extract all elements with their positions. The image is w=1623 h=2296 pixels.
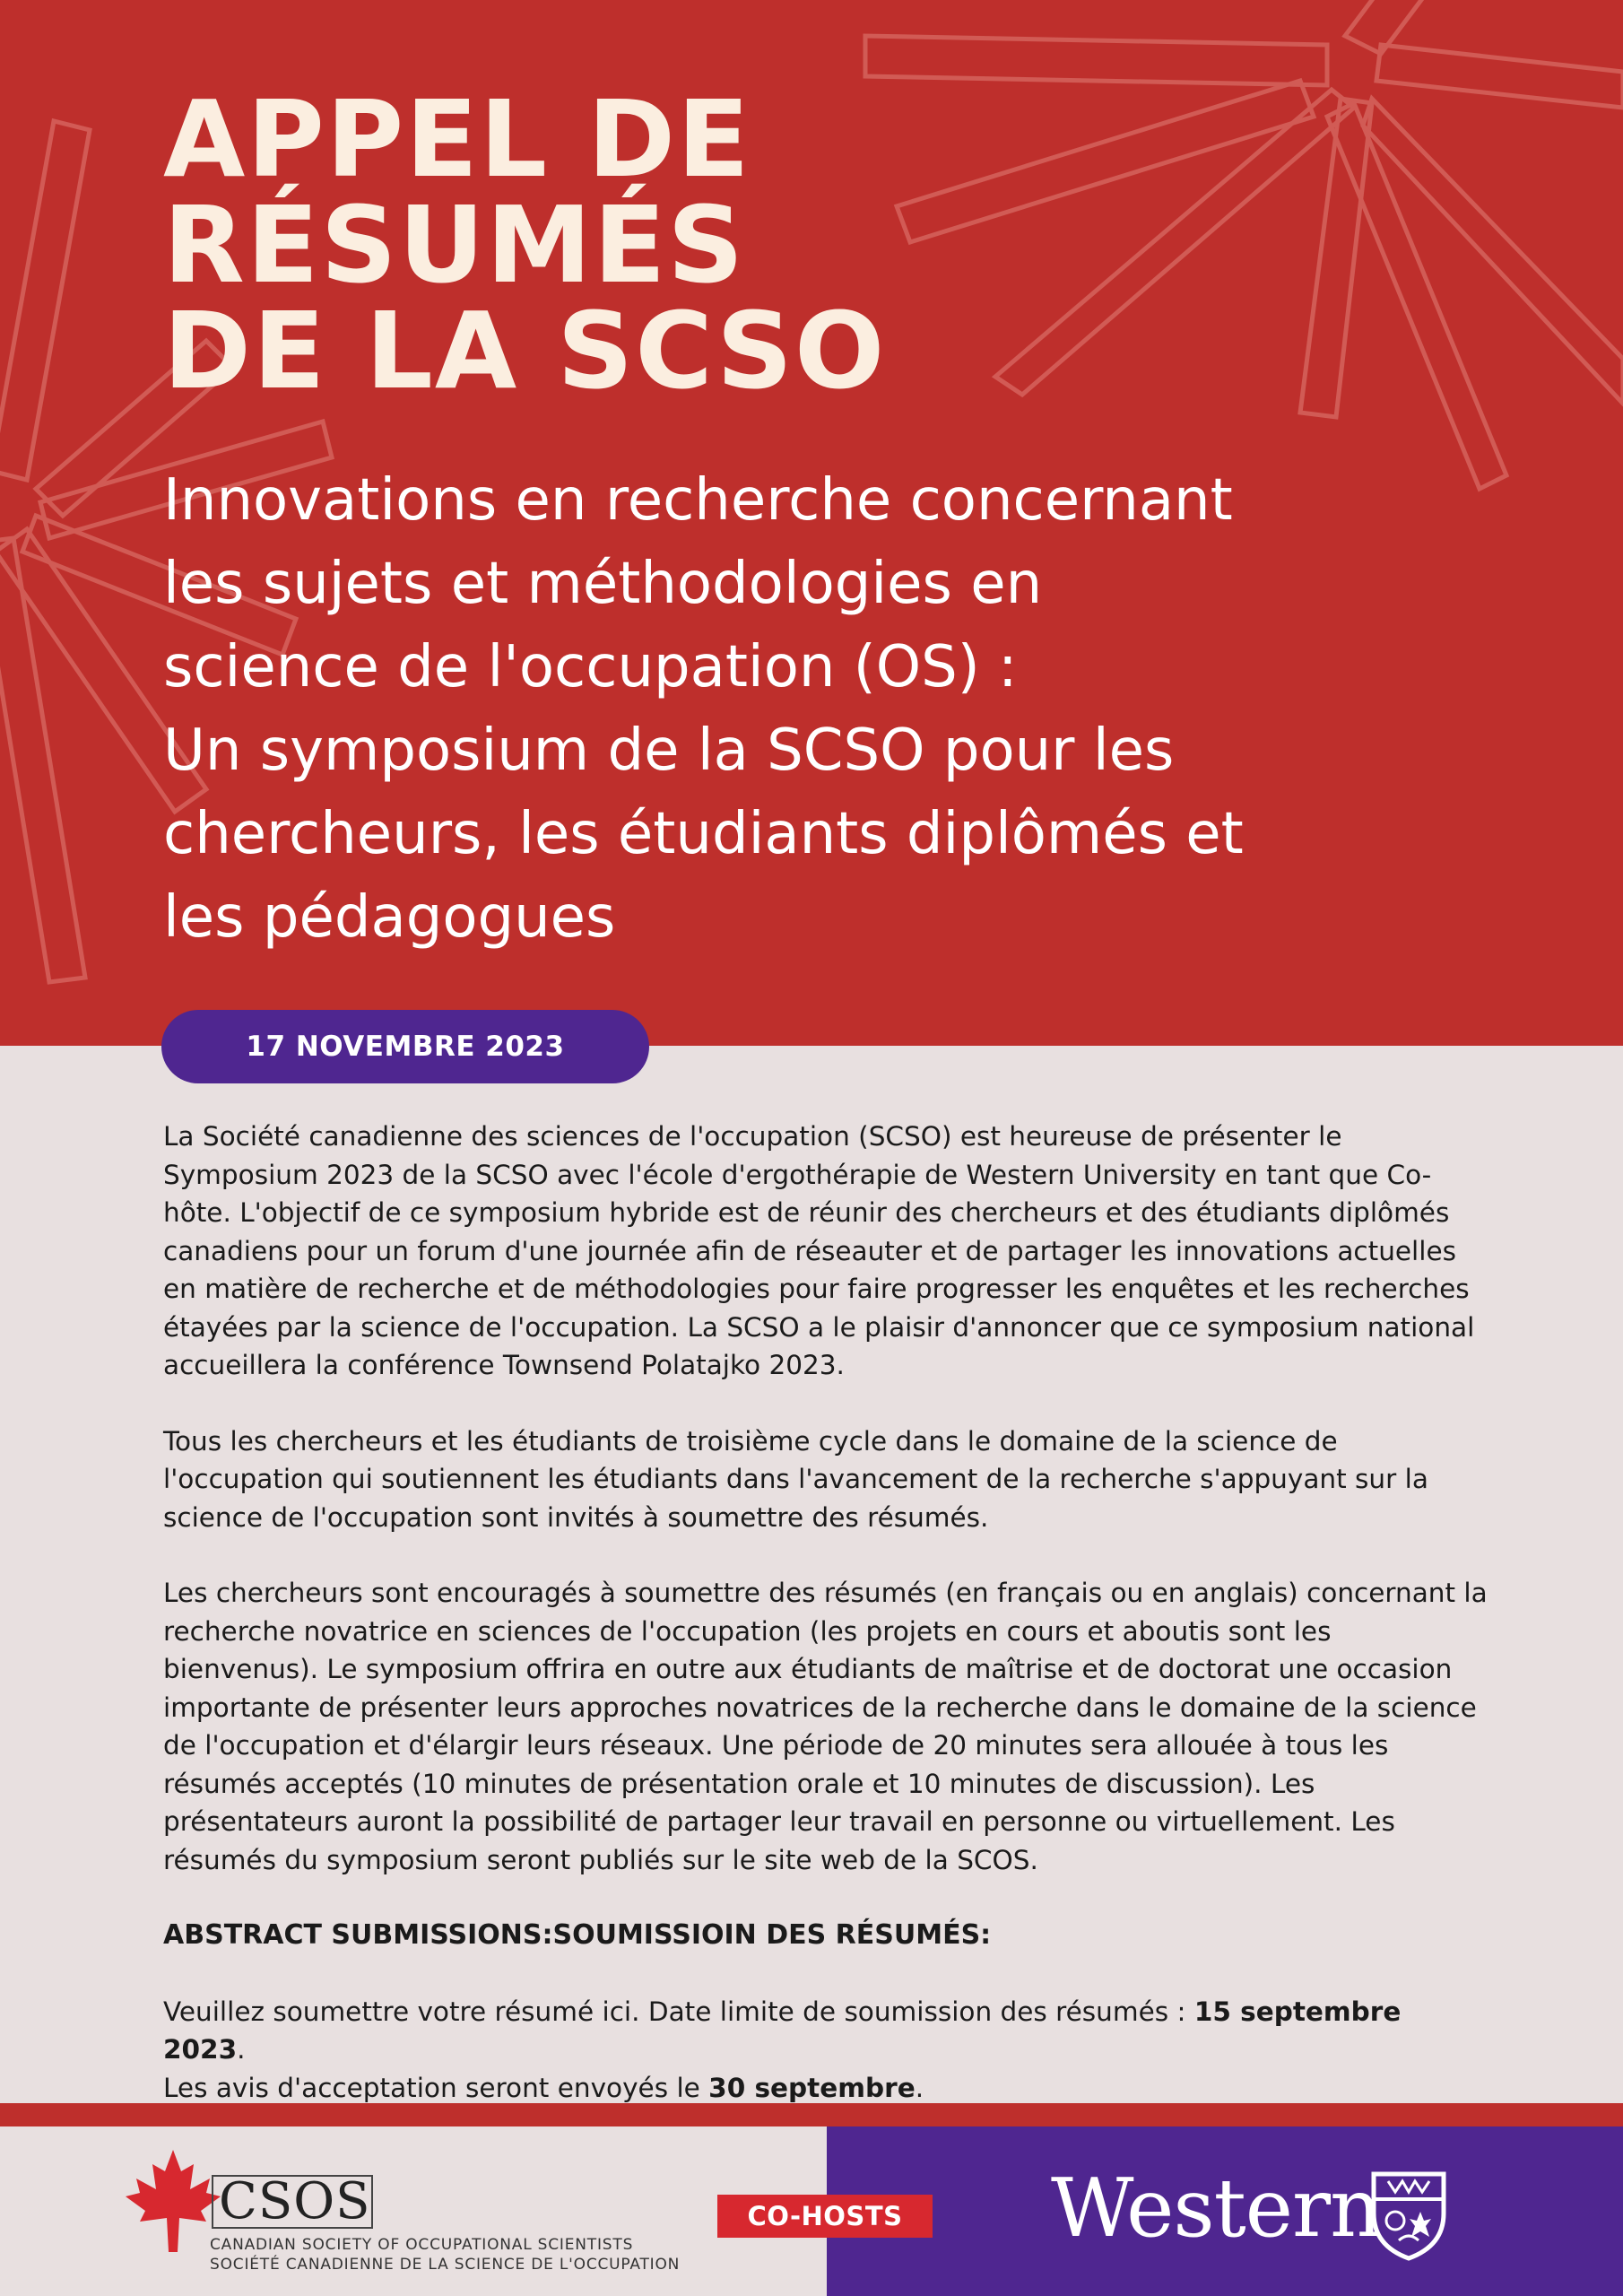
submission-info [163, 1993, 1490, 2108]
notice-text-end: . [915, 2072, 924, 2103]
footer-divider [0, 2103, 1623, 2126]
notice-date: 30 septembre [708, 2072, 916, 2103]
submit-text-end: . [237, 2034, 246, 2065]
header-banner [0, 0, 1623, 1046]
subtitle-line: les pédagogues [163, 884, 616, 951]
intro-paragraph: La Société canadienne des sciences de l'occupation (SCSO) est heureuse de présenter le Symposium 2023 de la SCSO avec l'école d'ergothérapie de Western University en tant que Co-hôte. L'objectif de ce symposium hybride est de réunir des chercheurs et des étudiants diplômés canadiens pour un forum d'une journée afin de réseauter et de partager les innovations actuelles en matière de recherche et de méthodologies pour faire progresser les enquêtes et les recherches étayées par la science de l'occupation. La SCSO a le plaisir d'annoncer que ce symposium national accueillera la conférence Townsend Polatajko 2023. [163, 1121, 1475, 1380]
western-crest-icon [1368, 2169, 1449, 2262]
western-logo [1051, 2160, 1381, 2258]
title-line: DE LA SCSO [163, 289, 887, 413]
csos-name-en: CANADIAN SOCIETY OF OCCUPATIONAL SCIENTISTS [210, 2236, 634, 2254]
notice-text: Les avis d'acceptation seront envoyés le [163, 2072, 709, 2103]
submission-deadline: 15 septembre 2023 [163, 1996, 1402, 2065]
western-wordmark: Western [1051, 2161, 1382, 2256]
maple-leaf-icon [124, 2148, 222, 2254]
csos-logo [124, 2148, 681, 2283]
subtitle-line: les sujets et méthodologies en [163, 551, 1043, 617]
details-paragraph: Les chercheurs sont encouragés à soumettre des résumés (en français ou en anglais) concernant la recherche novatrice en sciences de l'occupation (les projets en cours et aboutis sont les bienvenus). Le symposium offrira en outre aux étudiants de maîtrise et de doctorat une occasion importante de présenter leurs approches novatrices de la recherche dans le domaine de la science de l'occupation et d'élargir leurs réseaux. Une période de 20 minutes sera allouée à tous les résumés acceptés (10 minutes de présentation orale et 10 minutes de discussion). Les présentateurs auront la possibilité de partager leur travail en personne ou virtuellement. Les résumés du symposium seront publiés sur le site web de la SCOS. [163, 1578, 1488, 1875]
title-line: RÉSUMÉS [163, 183, 746, 307]
cohosts-label: CO-HOSTS [747, 2201, 903, 2231]
title-line: APPEL DE [163, 77, 751, 201]
event-date-text: 17 NOVEMBRE 2023 [246, 1031, 565, 1063]
subtitle-line: Innovations en recherche concernant [163, 467, 1233, 534]
page-title [163, 77, 887, 413]
subtitle-line: Un symposium de la SCSO pour les [163, 718, 1175, 784]
csos-wordmark: CSOS [212, 2175, 373, 2229]
submissions-heading: ABSTRACT SUBMISSIONS:SOUMISSIOIN DES RÉSUMÉS: [163, 1919, 992, 1951]
subtitle-line: chercheurs, les étudiants diplômés et [163, 801, 1244, 867]
submit-text: Veuillez soumettre votre résumé ici. Date limite de soumission des résumés : [163, 1996, 1194, 2027]
event-date-badge [161, 1010, 649, 1083]
eligibility-paragraph: Tous les chercheurs et les étudiants de troisième cycle dans le domaine de la science de l'occupation qui soutiennent les étudiants dans l'avancement de la recherche s'appuyant sur la science de l'occupation sont invités à soumettre des résumés. [163, 1425, 1428, 1533]
cohosts-badge [717, 2195, 933, 2238]
body-content [163, 1118, 1490, 2107]
subtitle-line: science de l'occupation (OS) : [163, 634, 1018, 700]
page-subtitle [163, 459, 1436, 960]
csos-name-fr: SOCIÉTÉ CANADIENNE DE LA SCIENCE DE L'OCCUPATION [210, 2256, 681, 2274]
